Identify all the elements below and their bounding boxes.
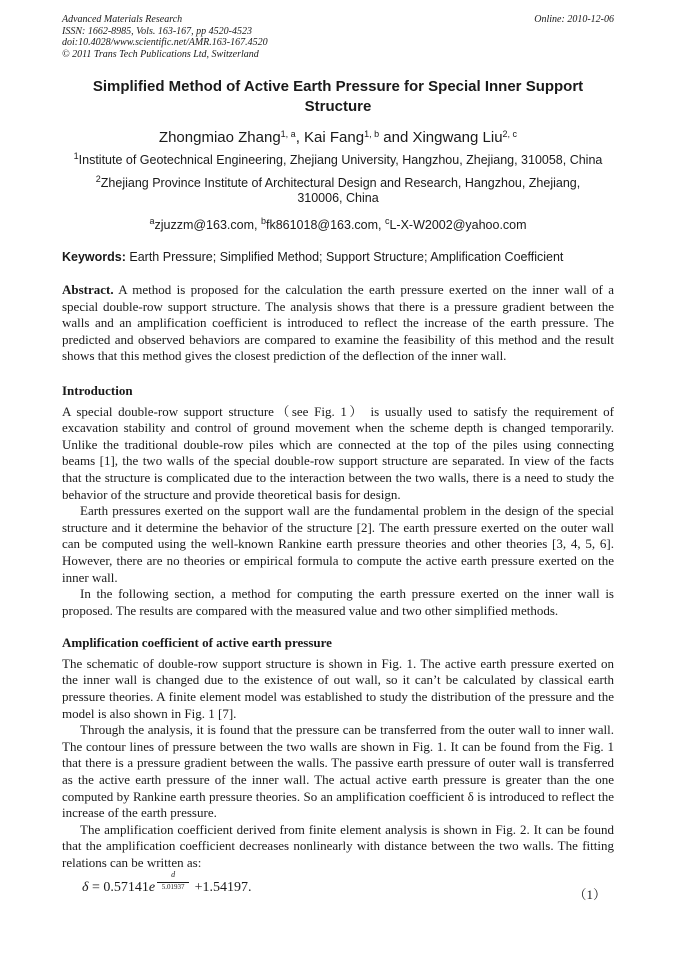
section-heading-amplification: Amplification coefficient of active earth pressure	[62, 635, 332, 651]
paragraph: Through the analysis, it is found that the pressure can be transferred from the outer wall to inner wall. The contour lines of pressure between the two walls are shown in Fig. 1. It can be found from the Fig. 1 that there is a pressure gradient between the walls. The passive earth pressure of outer wall is transferred as the active earth pressure of the inner wall. The actual active earth pressure is greater than the one computed by Rankine earth pressure theories. So an amplification coefficient δ is introduced to reflect the increase of the earth pressure.	[62, 722, 614, 821]
equation-number: （1）	[573, 886, 606, 902]
paragraph: In the following section, a method for computing the earth pressure exerted on the inner wall is proposed. The results are compared with the measured value and two other simplified methods.	[62, 586, 614, 618]
author-name: Zhongmiao Zhang	[158, 129, 281, 146]
email-mark: a	[149, 216, 155, 226]
paper-title: Simplified Method of Active Earth Pressure for Special Inner Support Structure	[92, 78, 584, 115]
author-affiliation-mark: 1, b	[364, 129, 380, 139]
email-address[interactable]: fk861018@163.com,	[265, 218, 385, 232]
author-name: Kai Fang	[304, 129, 365, 146]
affiliation-text: Institute of Geotechnical Engineering, Zhejiang University, Hangzhou, Zhejiang, 310058, China	[78, 153, 603, 167]
paper-page	[62, 14, 614, 914]
affiliation-mark: 1	[73, 151, 79, 161]
keywords-text: Earth Pressure; Simplified Method; Support Structure; Amplification Coefficient	[125, 250, 564, 264]
exponent-numerator: d	[171, 869, 176, 879]
equation-period: .	[248, 879, 252, 895]
keywords	[62, 250, 614, 265]
equation-constant: +1.54197	[191, 879, 249, 895]
copyright-line: © 2011 Trans Tech Publications Ltd, Switzerland	[62, 48, 259, 60]
exponent-denominator: 5.01937	[161, 882, 185, 891]
doi-line[interactable]: doi:10.4028/www.scientific.net/AMR.163-167.4520	[62, 37, 268, 48]
affiliation-text: Zhejiang Province Institute of Architectural Design and Research, Hangzhou, Zhejiang, 310006, China	[100, 176, 581, 205]
author-list	[62, 128, 614, 147]
equation-lhs: δ	[82, 879, 89, 895]
paragraph: Earth pressures exerted on the support wall are the fundamental problem in the design of the special structure and it determine the behavior of the structure [2]. The earth pressure exerted on the outer wall can be computed using the well-known Rankine earth pressure theories and other theories [3, 4, 5, 6]. However, there are no theories or empirical formula to compute the active earth pressure exerted on the inner wall.	[62, 503, 614, 585]
equation-coefficient: = 0.57141	[88, 879, 149, 895]
email-mark: c	[384, 216, 390, 226]
author-affiliation-mark: 1, a	[280, 129, 296, 139]
paragraph: The amplification coefficient derived from finite element analysis is shown in Fig. 2. It can be found that the amplification coefficient decreases nonlinearly with distance between the two walls. The fitting relations can be written as:	[62, 821, 614, 870]
author-affiliation-mark: 2, c	[502, 129, 518, 139]
equation-expression	[82, 869, 252, 900]
affiliation-2	[62, 176, 614, 206]
email-mark: b	[260, 216, 266, 226]
affiliation-1	[62, 153, 614, 168]
equation-1	[62, 869, 614, 914]
equation-exponent	[155, 869, 191, 900]
email-address[interactable]: L-X-W2002@yahoo.com	[389, 218, 527, 232]
author-name: Xingwang Liu	[412, 129, 503, 146]
section-heading-introduction: Introduction	[62, 382, 133, 398]
keywords-label: Keywords:	[62, 250, 126, 264]
equation-exp-base: e	[148, 879, 156, 895]
author-emails	[62, 218, 614, 233]
journal-name: Advanced Materials Research	[62, 14, 183, 25]
paragraph: A special double-row support structure（see Fig. 1） is usually used to satisfy the requirement of excavation stability and control of ground movement when the scheme depth is changed temporarily. Unlike the traditional double-row piles which are connected at the top of the piles using connecting beams [1], the two walls of the special double-row support structure are separated. In view of the facts that the structure is complicated due to the interaction between the two walls, there is a need to study the behavior of the structure and provide theoretical basis for design.	[62, 403, 614, 502]
email-address[interactable]: zjuzzm@163.com,	[154, 218, 261, 232]
issn-line: ISSN: 1662-8985, Vols. 163-167, pp 4520-4523	[62, 25, 252, 37]
affiliation-mark: 2	[95, 174, 101, 184]
online-date: Online: 2010-12-06	[534, 14, 614, 25]
author-separator: and	[379, 129, 413, 146]
abstract-label: Abstract.	[62, 282, 114, 297]
abstract	[62, 282, 614, 365]
paragraph: The schematic of double-row support structure is shown in Fig. 1. The active earth pressure exerted on the inner wall is changed due to the existence of out wall, so it can’t be calculated by classical earth pressure theories. A finite element model was established to study the distribution of the pressure and the model is also shown in Fig. 1 [7].	[62, 655, 614, 721]
abstract-text: A method is proposed for the calculation the earth pressure exerted on the inner wall of a special double-row support structure. The analysis shows that there is a pressure gradient between the walls and an amplification coefficient is introduced to reflect the increase of the earth pressure. The predicted and observed behaviors are compared to examine the feasibility of this method and the result shows that this method gives the closest prediction of the deflection of the inner wall.	[62, 282, 614, 364]
author-separator: ,	[295, 129, 305, 146]
journal-header	[62, 14, 614, 60]
